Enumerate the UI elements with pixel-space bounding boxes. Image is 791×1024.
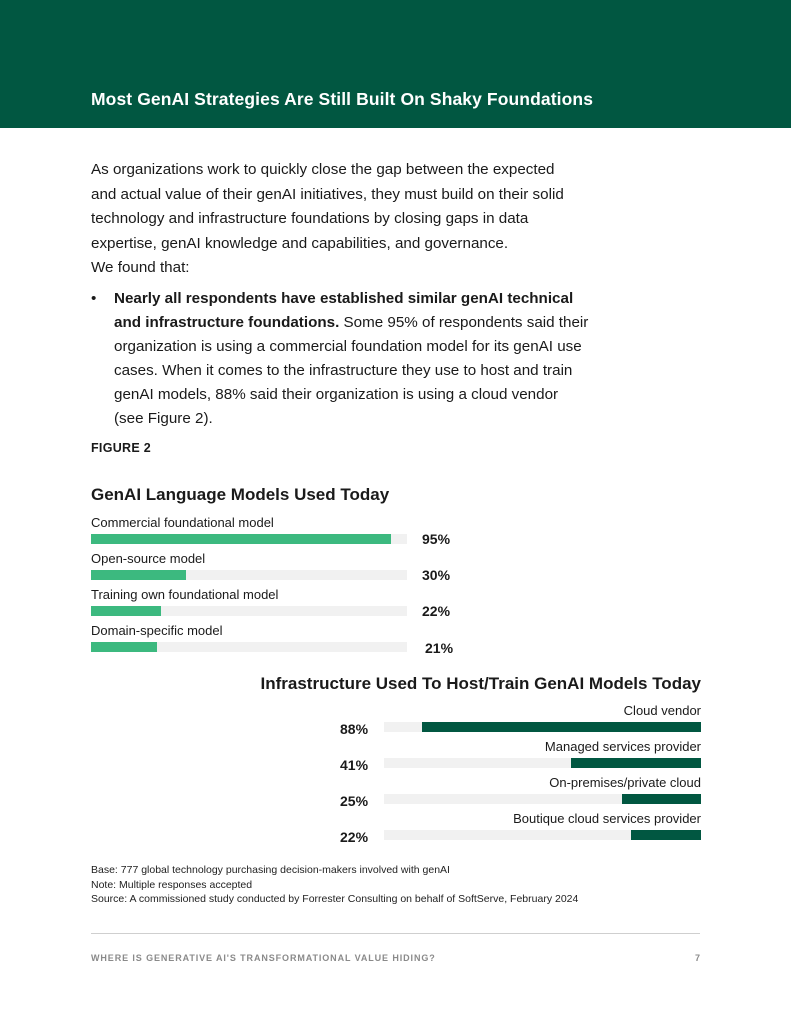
chart2-title: Infrastructure Used To Host/Train GenAI Models Today [260, 674, 701, 693]
chart2-bar-track [384, 794, 701, 804]
chart2-category-label: Managed services provider [544, 739, 701, 754]
bullet-heading: Nearly all respondents have established similar genAI technical [114, 290, 574, 307]
chart1-bar [91, 606, 161, 616]
bullet-heading: and infrastructure foundations. [114, 314, 340, 331]
footer-divider [91, 933, 700, 934]
bullet-list [91, 287, 601, 431]
chart1-category-label: Domain-specific model [91, 623, 223, 638]
chart1-value-label: 30% [422, 567, 451, 583]
chart2-bar-track [384, 758, 701, 768]
footer-title: WHERE IS GENERATIVE AI'S TRANSFORMATIONAL VALUE HIDING? [91, 953, 436, 963]
figure-notes [91, 863, 578, 907]
page-number: 7 [694, 953, 700, 963]
chart1-bar-track [91, 570, 407, 580]
chart1-bar [91, 534, 391, 544]
chart1-category-label: Open-source model [91, 551, 206, 566]
intro-line: and actual value of their genAI initiatives, they must build on their solid [91, 185, 564, 203]
chart1-category-label: Commercial foundational model [91, 515, 274, 530]
chart1-bar-track [91, 606, 407, 616]
intro-line: As organizations work to quickly close the gap between the expected [91, 161, 555, 178]
chart2-value-label: 88% [340, 721, 369, 737]
intro-line: expertise, genAI knowledge and capabilities, and governance. [91, 234, 509, 252]
chart2-bar [631, 830, 701, 840]
chart1-category-label: Training own foundational model [91, 587, 279, 602]
chart1-bar-track [91, 534, 407, 544]
chart2-category-label: Boutique cloud services provider [513, 811, 701, 826]
chart2-category-label: On-premises/private cloud [549, 775, 701, 790]
chart2-bar-track [384, 722, 701, 732]
base-note: Base: 777 global technology purchasing decision-makers involved with genAI [91, 864, 450, 876]
chart2-value-label: 41% [340, 757, 369, 773]
responses-note: Note: Multiple responses accepted [91, 878, 253, 891]
chart2-bar [622, 794, 701, 804]
chart1-value-label: 22% [422, 603, 451, 619]
bullet-text: cases. When it comes to the infrastructure they use to host and train [114, 362, 573, 379]
chart1-title: GenAI Language Models Used Today [91, 485, 390, 504]
chart1-bar [91, 570, 186, 580]
chart2-category-label: Cloud vendor [623, 703, 701, 718]
source-note: Source: A commissioned study conducted by Forrester Consulting on behalf of SoftServe, February 2024 [91, 893, 579, 905]
chart2-bar [571, 758, 701, 768]
intro-paragraph [91, 158, 591, 281]
chart1-bar-track [91, 642, 407, 652]
bullet-marker: • [91, 290, 97, 307]
chart2-bar-track [384, 830, 701, 840]
chart1-value-label: 21% [425, 640, 454, 656]
header-band [0, 0, 791, 128]
bullet-text: organization is using a commercial foundation model for its genAI use [114, 338, 582, 355]
bullet-text: Some 95% of respondents said their [339, 314, 589, 331]
page-title: Most GenAI Strategies Are Still Built On Shaky Foundations [91, 89, 594, 109]
chart1-bar [91, 642, 157, 652]
bullet-item [91, 287, 601, 431]
chart2-bar [422, 722, 701, 732]
intro-line: We found that: [91, 259, 190, 276]
chart2-value-label: 22% [340, 829, 369, 845]
bullet-text: (see Figure 2). [114, 410, 213, 427]
figure-label: FIGURE 2 [91, 441, 152, 455]
intro-line: technology and infrastructure foundations by closing gaps in data [91, 210, 529, 227]
bullet-text: genAI models, 88% said their organization is using a cloud vendor [114, 386, 559, 403]
chart1-value-label: 95% [422, 531, 451, 547]
chart2-value-label: 25% [340, 793, 369, 809]
